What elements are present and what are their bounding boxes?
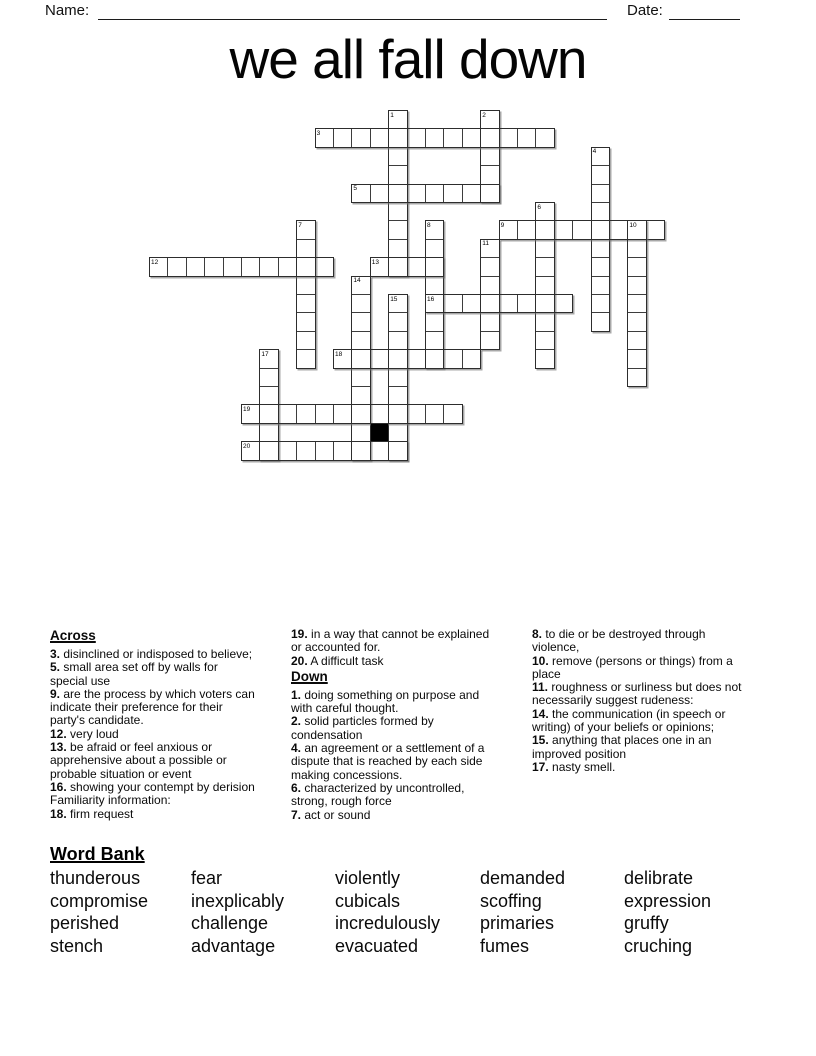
crossword-cell-11-1[interactable]	[351, 128, 370, 147]
crossword-cell-16-13[interactable]	[443, 349, 462, 368]
crossword-cell-10-18[interactable]	[333, 441, 352, 460]
clue-17: 17. nasty smell.	[532, 759, 616, 774]
crossword-cell-15-4[interactable]	[425, 184, 444, 203]
crossword-cell-11-13[interactable]	[351, 349, 370, 368]
crossword-cell-14-4[interactable]	[407, 184, 426, 203]
cell-number-4: 4	[592, 148, 597, 156]
crossword-cell-11-11[interactable]	[351, 312, 370, 331]
crossword-cell-16-4[interactable]	[443, 184, 462, 203]
word-bank-word: compromise	[50, 890, 149, 911]
crossword-cell-24-7[interactable]	[591, 239, 610, 258]
crossword-cell-13-5[interactable]	[388, 202, 407, 221]
cell-number-10: 10	[629, 221, 637, 229]
clue-2: 2. solid particles formed by condensation	[291, 714, 434, 742]
clue-15: 15. anything that places one in an improved position	[532, 733, 712, 761]
crossword-cell-11-15[interactable]	[351, 386, 370, 405]
crossword-cell-17-13[interactable]	[462, 349, 481, 368]
cell-number-14: 14	[353, 277, 361, 285]
crossword-cell-20-1[interactable]	[517, 128, 536, 147]
crossword-cell-8-7[interactable]	[296, 239, 315, 258]
word-bank-word: inexplicably	[191, 890, 285, 911]
clue-column-2	[291, 628, 536, 822]
crossword-cell-23-6[interactable]	[572, 220, 591, 239]
word-bank-word: stench	[50, 936, 104, 957]
word-bank-word: demanded	[480, 868, 566, 888]
crossword-cell-7-8[interactable]	[278, 257, 297, 276]
crossword-cell-21-10[interactable]	[535, 294, 554, 313]
crossword-cell-26-10[interactable]	[627, 294, 646, 313]
word-bank-header: Word Bank	[50, 844, 145, 864]
crossword-cell-26-8[interactable]	[627, 257, 646, 276]
word-bank-word: primaries	[480, 913, 555, 934]
crossword-cell-16-16[interactable]	[443, 404, 462, 423]
clue-18: 18. firm request	[50, 806, 134, 821]
crossword-cell-18-11[interactable]	[480, 312, 499, 331]
crossword-cell-22-6[interactable]	[554, 220, 573, 239]
crossword-cell-11-14[interactable]	[351, 368, 370, 387]
crossword-cell-13-15[interactable]	[388, 386, 407, 405]
word-bank-word: fumes	[480, 936, 530, 957]
crossword-cell-8-13[interactable]	[296, 349, 315, 368]
crossword-cell-12-1[interactable]	[370, 128, 389, 147]
crossword-cell-20-10[interactable]	[517, 294, 536, 313]
cell-number-18: 18	[335, 350, 343, 358]
word-bank-word: cubicals	[335, 890, 401, 911]
crossword-cell-25-6[interactable]	[609, 220, 628, 239]
crossword-cell-8-18[interactable]	[296, 441, 315, 460]
crossword-cell-2-8[interactable]	[186, 257, 205, 276]
clue-1: 1. doing something on purpose and with careful thought.	[291, 687, 480, 716]
crossword-cell-17-1[interactable]	[462, 128, 481, 147]
clue-16: 16. showing your contempt by derision Familiarity information:	[50, 779, 255, 808]
crossword-cell-13-7[interactable]	[388, 239, 407, 258]
cell-number-11: 11	[482, 240, 489, 248]
cell-number-7: 7	[298, 221, 302, 229]
crossword-cell-14-16[interactable]	[407, 404, 426, 423]
crossword-cell-10-1[interactable]	[333, 128, 352, 147]
cell-number-6: 6	[537, 203, 542, 211]
crossword-cell-19-6[interactable]	[499, 220, 518, 239]
date-label: Date:	[627, 2, 663, 19]
crossword-cell-11-18[interactable]	[351, 441, 370, 460]
crossword-cell-12-8[interactable]	[370, 257, 389, 276]
crossword-cell-13-14[interactable]	[388, 368, 407, 387]
crossword-cell-13-11[interactable]	[388, 312, 407, 331]
crossword-cell-14-13[interactable]	[407, 349, 426, 368]
crossword-cell-21-9[interactable]	[535, 276, 554, 295]
word-bank-word: thunderous	[50, 868, 141, 888]
crossword-cell-18-12[interactable]	[480, 331, 499, 350]
cell-number-3: 3	[316, 129, 321, 137]
crossword-cell-15-10[interactable]	[425, 294, 444, 313]
crossword-cell-24-5[interactable]	[591, 202, 610, 221]
word-bank-column-1	[50, 867, 148, 958]
crossword-cell-10-16[interactable]	[333, 404, 352, 423]
cell-number-19: 19	[243, 405, 251, 413]
clue-4: 4. an agreement or a settlement of a dispute that is reached by each side making concessions.	[291, 741, 485, 782]
crossword-cell-6-13[interactable]	[259, 349, 278, 368]
crossword-cell-5-16[interactable]	[241, 404, 260, 423]
clue-9: 9. are the process by which voters can indicate their preference for their party's candidate.	[50, 686, 255, 728]
clue-column-3	[532, 628, 782, 774]
crossword-cell-18-9[interactable]	[480, 276, 499, 295]
crossword-cell-7-16[interactable]	[278, 404, 297, 423]
cell-number-2: 2	[482, 111, 486, 119]
crossword-cell-20-6[interactable]	[517, 220, 536, 239]
crossword-cell-15-11[interactable]	[425, 312, 444, 331]
word-bank-word: violently	[335, 868, 401, 888]
crossword-cell-13-16[interactable]	[388, 404, 407, 423]
crossword-cell-8-11[interactable]	[296, 312, 315, 331]
crossword-cell-11-10[interactable]	[351, 294, 370, 313]
crossword-cell-26-7[interactable]	[627, 239, 646, 258]
crossword-cell-15-9[interactable]	[425, 276, 444, 295]
crossword-cell-18-10[interactable]	[480, 294, 499, 313]
down-header: Down	[291, 668, 328, 684]
word-bank-word: cruching	[624, 936, 693, 957]
crossword-cell-24-2[interactable]	[591, 147, 610, 166]
crossword-cell-9-18[interactable]	[315, 441, 334, 460]
crossword-cell-24-9[interactable]	[591, 276, 610, 295]
crossword-cell-15-7[interactable]	[425, 239, 444, 258]
crossword-cell-14-1[interactable]	[407, 128, 426, 147]
crossword-cell-13-18[interactable]	[388, 441, 407, 460]
crossword-cell-24-11[interactable]	[591, 312, 610, 331]
crossword-cell-11-9[interactable]	[351, 276, 370, 295]
crossword-cell-11-4[interactable]	[351, 184, 370, 203]
crossword-cell-18-4[interactable]	[480, 184, 499, 203]
word-bank-column-3	[335, 867, 440, 958]
crossword-cell-15-6[interactable]	[425, 220, 444, 239]
crossword-cell-26-11[interactable]	[627, 312, 646, 331]
crossword-cell-5-18[interactable]	[241, 441, 260, 460]
crossword-cell-22-10[interactable]	[554, 294, 573, 313]
crossword-cell-7-18[interactable]	[278, 441, 297, 460]
clue-20: 20. A difficult task	[291, 653, 384, 668]
word-bank-word: expression	[624, 890, 712, 911]
crossword-cell-24-8[interactable]	[591, 257, 610, 276]
crossword-cell-24-6[interactable]	[591, 220, 610, 239]
crossword-cell-4-8[interactable]	[223, 257, 242, 276]
crossword-cell-19-1[interactable]	[499, 128, 518, 147]
crossword-cell-18-2[interactable]	[480, 147, 499, 166]
crossword-cell-13-13[interactable]	[388, 349, 407, 368]
crossword-cell-8-9[interactable]	[296, 276, 315, 295]
clue-11: 11. roughness or surliness but does not necessarily suggest rudeness:	[532, 680, 742, 708]
word-bank-word: gruffy	[624, 913, 669, 934]
crossword-cell-10-13[interactable]	[333, 349, 352, 368]
crossword-cell-15-13[interactable]	[425, 349, 444, 368]
word-bank-column-4	[480, 867, 565, 958]
crossword-cell-13-4[interactable]	[388, 184, 407, 203]
word-bank-word: perished	[50, 913, 120, 934]
crossword-cell-16-1[interactable]	[443, 128, 462, 147]
crossword-cell-8-10[interactable]	[296, 294, 315, 313]
clue-6: 6. characterized by uncontrolled, strong, rough force	[291, 780, 465, 809]
crossword-cell-13-10[interactable]	[388, 294, 407, 313]
word-bank-word: scoffing	[480, 890, 542, 911]
crossword-cell-21-12[interactable]	[535, 331, 554, 350]
crossword-cell-13-12[interactable]	[388, 331, 407, 350]
crossword-cell-21-6[interactable]	[535, 220, 554, 239]
crossword-cell-21-8[interactable]	[535, 257, 554, 276]
crossword-cell-12-16[interactable]	[370, 404, 389, 423]
crossword-cell-21-5[interactable]	[535, 202, 554, 221]
crossword-cell-13-3[interactable]	[388, 165, 407, 184]
word-bank-word: delibrate	[624, 868, 694, 888]
crossword-cell-8-6[interactable]	[296, 220, 315, 239]
clue-5: 5. small area set off by walls for special use	[50, 660, 218, 688]
crossword-cell-18-8[interactable]	[480, 257, 499, 276]
crossword-cell-15-16[interactable]	[425, 404, 444, 423]
crossword-cell-16-10[interactable]	[443, 294, 462, 313]
crossword-cell-18-1[interactable]	[480, 128, 499, 147]
crossword-cell-24-3[interactable]	[591, 165, 610, 184]
word-bank-word: evacuated	[335, 936, 419, 957]
crossword-cell-11-17[interactable]	[351, 423, 370, 442]
crossword-cell-26-14[interactable]	[627, 368, 646, 387]
clue-19: 19. in a way that cannot be explained or accounted for.	[291, 627, 490, 655]
crossword-cell-13-17[interactable]	[388, 423, 407, 442]
crossword-cell-26-9[interactable]	[627, 276, 646, 295]
clue-column-1	[50, 627, 295, 821]
crossword-cell-3-8[interactable]	[204, 257, 223, 276]
crossword-cell-18-3[interactable]	[480, 165, 499, 184]
crossword-cell-9-8[interactable]	[315, 257, 334, 276]
crossword-cell-13-1[interactable]	[388, 128, 407, 147]
crossword-cell-15-1[interactable]	[425, 128, 444, 147]
crossword-cell-26-12[interactable]	[627, 331, 646, 350]
cell-number-5: 5	[353, 185, 358, 193]
crossword-cell-5-8[interactable]	[241, 257, 260, 276]
crossword-cell-18-7[interactable]	[480, 239, 499, 258]
word-bank-column-5	[624, 867, 711, 958]
crossword-cell-21-11[interactable]	[535, 312, 554, 331]
crossword-cell-13-0[interactable]	[388, 110, 407, 129]
across-header: Across	[50, 628, 96, 643]
word-bank-word: fear	[191, 868, 223, 888]
crossword-cell-12-18[interactable]	[370, 441, 389, 460]
crossword-cell-6-18[interactable]	[259, 441, 278, 460]
crossword-cell-8-16[interactable]	[296, 404, 315, 423]
black-cell	[371, 424, 388, 441]
cell-number-9: 9	[500, 221, 505, 229]
word-bank-column-2	[191, 867, 284, 958]
crossword-cell-8-12[interactable]	[296, 331, 315, 350]
crossword-cell-13-6[interactable]	[388, 220, 407, 239]
cell-number-13: 13	[371, 258, 380, 266]
crossword-cell-24-10[interactable]	[591, 294, 610, 313]
cell-number-12: 12	[151, 258, 159, 266]
puzzle-title: we all fall down	[229, 28, 587, 90]
crossword-cell-19-10[interactable]	[499, 294, 518, 313]
cell-number-1: 1	[390, 111, 394, 119]
crossword-cell-11-12[interactable]	[351, 331, 370, 350]
clue-10: 10. remove (persons or things) from a place	[532, 653, 733, 681]
cell-number-16: 16	[427, 295, 435, 303]
crossword-cell-6-17[interactable]	[259, 423, 278, 442]
crossword-cell-6-16[interactable]	[259, 404, 278, 423]
cell-number-8: 8	[427, 221, 431, 229]
clue-14: 14. the communication (in speech or writing) of your beliefs or opinions;	[532, 706, 726, 735]
crossword-cell-21-7[interactable]	[535, 239, 554, 258]
crossword-cell-15-8[interactable]	[425, 257, 444, 276]
cell-number-20: 20	[243, 442, 251, 450]
clue-7: 7. act or sound	[291, 807, 371, 822]
crossword-cell-24-4[interactable]	[591, 184, 610, 203]
crossword-cell-21-1[interactable]	[535, 128, 554, 147]
crossword-cell-6-14[interactable]	[259, 368, 278, 387]
clue-8: 8. to die or be destroyed through violence,	[532, 627, 706, 655]
name-label: Name:	[45, 2, 90, 19]
crossword-cell-0-8[interactable]	[149, 257, 168, 276]
crossword-cell-1-8[interactable]	[167, 257, 186, 276]
crossword-cell-26-13[interactable]	[627, 349, 646, 368]
word-bank-word: challenge	[191, 913, 269, 934]
crossword-cell-6-8[interactable]	[259, 257, 278, 276]
crossword-cell-17-10[interactable]	[462, 294, 481, 313]
crossword-cell-21-13[interactable]	[535, 349, 554, 368]
crossword-cell-11-16[interactable]	[351, 404, 370, 423]
crossword-cell-13-2[interactable]	[388, 147, 407, 166]
clue-13: 13. be afraid or feel anxious or apprehensive about a possible or probable situation or event	[50, 740, 227, 781]
crossword-cell-9-1[interactable]	[315, 128, 334, 147]
word-bank-word: advantage	[191, 936, 276, 957]
crossword-cell-17-4[interactable]	[462, 184, 481, 203]
word-bank-word: incredulously	[335, 913, 441, 934]
crossword-cell-13-8[interactable]	[388, 257, 407, 276]
crossword-cell-6-15[interactable]	[259, 386, 278, 405]
crossword-cell-27-6[interactable]	[646, 220, 665, 239]
crossword-cell-15-12[interactable]	[425, 331, 444, 350]
crossword-cell-26-6[interactable]	[627, 220, 646, 239]
clue-3: 3. disinclined or indisposed to believe;	[50, 647, 253, 661]
crossword-cell-18-0[interactable]	[480, 110, 499, 129]
cell-number-17: 17	[261, 350, 269, 358]
crossword-cell-9-16[interactable]	[315, 404, 334, 423]
crossword-cell-8-8[interactable]	[296, 257, 315, 276]
crossword-cell-14-8[interactable]	[407, 257, 426, 276]
crossword-cell-12-13[interactable]	[370, 349, 389, 368]
crossword-cell-12-4[interactable]	[370, 184, 389, 203]
cell-number-15: 15	[390, 295, 398, 303]
clue-12: 12. very loud	[50, 726, 119, 741]
